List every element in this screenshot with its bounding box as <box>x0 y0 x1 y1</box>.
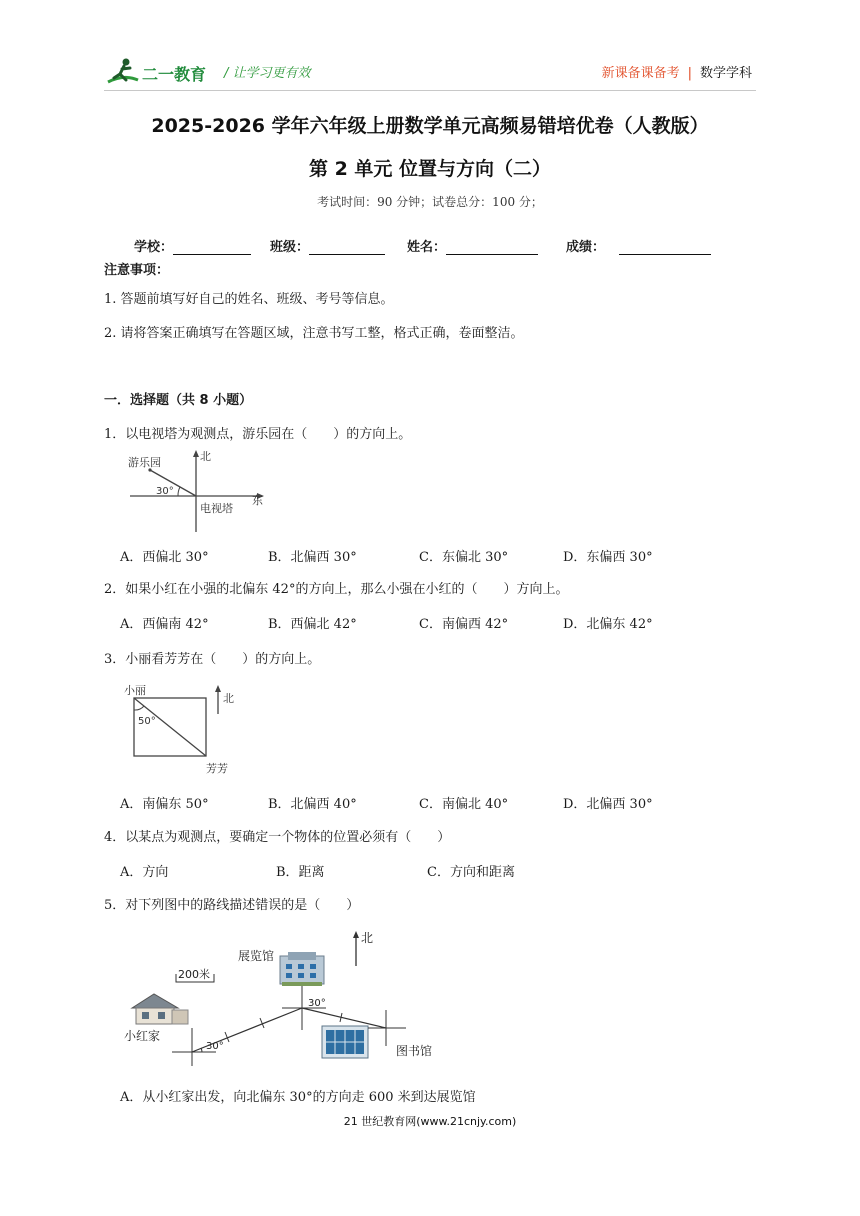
question-stem: 2．如果小红在小强的北偏东 42°的方向上，那么小强在小红的（ ）方向上。 <box>104 582 569 597</box>
museum-building-icon <box>280 952 324 986</box>
option-a[interactable]: A．方向 <box>120 865 169 880</box>
unit-title: 第 2 单元 位置与方向（二） <box>308 158 552 180</box>
header-separator: | <box>687 66 692 81</box>
option-c[interactable]: C．东偏北 30° <box>419 550 509 565</box>
name-field[interactable] <box>407 236 538 255</box>
option-b[interactable]: B．北偏西 30° <box>268 550 357 565</box>
q5-museum-label: 展览馆 <box>238 949 275 963</box>
school-label: 学校： <box>134 240 174 255</box>
q3-direction-figure <box>120 680 250 776</box>
note-item: 2. 请将答案正确填写在答题区域，注意书写工整，格式正确，卷面整洁。 <box>104 326 524 341</box>
q5-home-label: 小红家 <box>124 1029 161 1043</box>
page-footer: 21 世纪教育网(www.21cnjy.com) <box>343 1115 517 1128</box>
note-item: 1. 答题前填写好自己的姓名、班级、考号等信息。 <box>104 292 394 307</box>
class-label: 班级： <box>270 240 310 255</box>
q5-angle-museum: 30° <box>308 998 326 1009</box>
q5-route-map <box>120 922 450 1070</box>
option-d[interactable]: D．北偏西 30° <box>563 797 653 812</box>
question-stem: 1．以电视塔为观测点，游乐园在（ ）的方向上。 <box>104 427 412 442</box>
class-field[interactable] <box>270 236 385 255</box>
option-c[interactable]: C．南偏西 42° <box>419 617 509 632</box>
option-b[interactable]: B．西偏北 42° <box>268 617 357 632</box>
notes-heading: 注意事项： <box>104 263 170 278</box>
house-icon <box>132 994 188 1024</box>
name-blank[interactable] <box>446 240 538 255</box>
brand-logo <box>104 56 222 90</box>
logo-text: 二一教育 <box>142 65 207 84</box>
q1-tower-label: 电视塔 <box>200 502 233 515</box>
class-blank[interactable] <box>309 240 385 255</box>
option-c[interactable]: C．南偏北 40° <box>419 797 509 812</box>
runner-logo-icon <box>104 56 222 90</box>
header-slogan: / 让学习更有效 <box>224 66 311 81</box>
option-a[interactable]: A．西偏北 30° <box>120 550 209 565</box>
q1-park-label: 游乐园 <box>128 456 161 469</box>
option-b[interactable]: B．北偏西 40° <box>268 797 357 812</box>
option-a[interactable]: A．从小红家出发，向北偏东 30°的方向走 600 米到达展览馆 <box>120 1090 476 1105</box>
q3-fangfang-label: 芳芳 <box>206 762 228 775</box>
name-label: 姓名： <box>407 240 447 255</box>
q5-scale-label: 200米 <box>178 968 210 981</box>
q1-east-label: 东 <box>252 494 263 507</box>
question-stem: 3．小丽看芳芳在（ ）的方向上。 <box>104 652 321 667</box>
q1-north-label: 北 <box>200 450 211 463</box>
q5-library-label: 图书馆 <box>396 1044 433 1058</box>
header-tags <box>602 62 752 81</box>
option-a[interactable]: A．西偏南 42° <box>120 617 209 632</box>
question-stem: 4．以某点为观测点，要确定一个物体的位置必须有（ ） <box>104 830 451 845</box>
q1-direction-figure <box>124 448 274 534</box>
q5-angle-home: 30° <box>206 1041 224 1052</box>
option-a[interactable]: A．南偏东 50° <box>120 797 209 812</box>
header-tag-primary: 新课备课备考 <box>601 66 680 81</box>
library-building-icon <box>322 1026 368 1058</box>
score-label: 成绩： <box>566 240 606 255</box>
score-field[interactable] <box>566 236 711 255</box>
q3-north-label: 北 <box>223 692 234 705</box>
option-d[interactable]: D．东偏西 30° <box>563 550 653 565</box>
header-tag-subject: 数学学科 <box>699 66 752 81</box>
question-stem: 5．对下列图中的路线描述错误的是（ ） <box>104 898 360 913</box>
header-divider <box>104 90 756 91</box>
option-d[interactable]: D．北偏东 42° <box>563 617 653 632</box>
q3-xiaoli-label: 小丽 <box>124 684 146 697</box>
option-c[interactable]: C．方向和距离 <box>427 865 515 880</box>
q3-angle-label: 50° <box>138 716 156 727</box>
page-title: 2025-2026 学年六年级上册数学单元高频易错培优卷（人教版） <box>151 115 709 137</box>
q5-north-label: 北 <box>361 931 374 945</box>
q1-angle-label: 30° <box>156 486 174 497</box>
school-blank[interactable] <box>173 240 251 255</box>
score-blank[interactable] <box>619 240 711 255</box>
exam-info: 考试时间：90 分钟；试卷总分：100 分； <box>317 195 543 209</box>
school-field[interactable] <box>134 236 251 255</box>
option-b[interactable]: B．距离 <box>276 865 325 880</box>
section-heading: 一．选择题（共 8 小题） <box>104 393 253 408</box>
